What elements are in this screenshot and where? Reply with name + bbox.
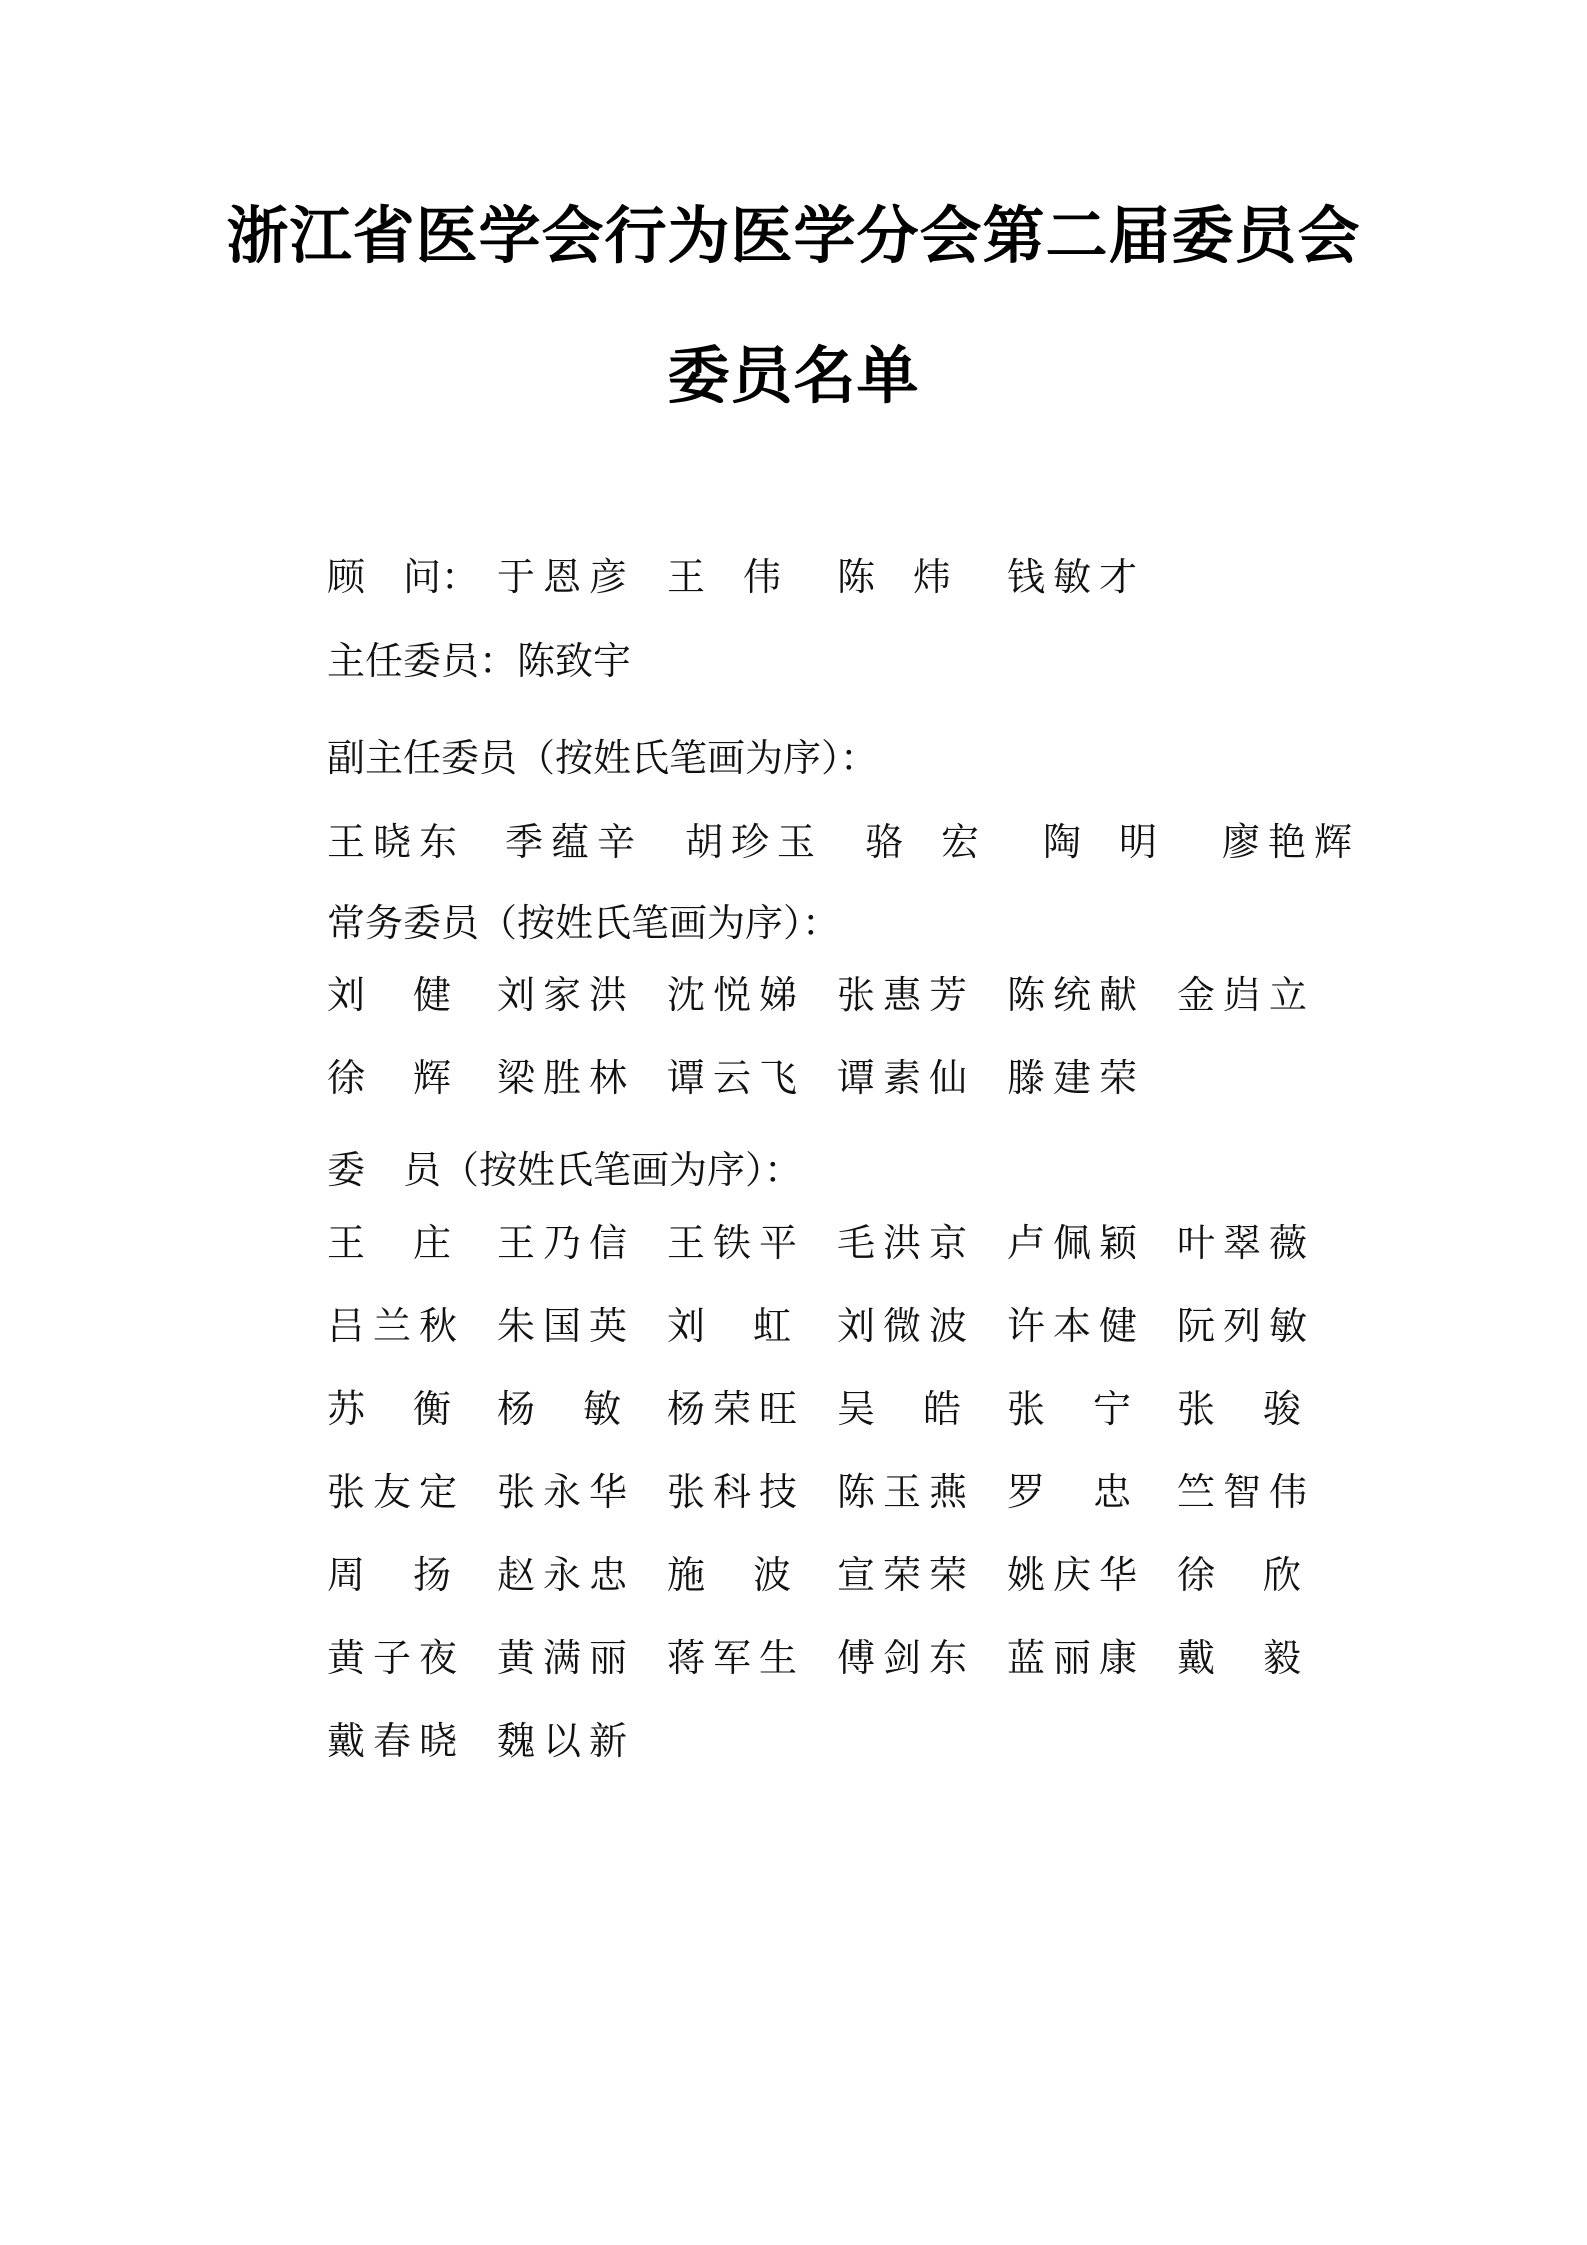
members-heading [327,1145,802,1195]
member-name: 赵永忠 [497,1553,627,1597]
member-name: 吴 皓 [837,1387,961,1431]
member-name: 徐 欣 [1177,1553,1301,1597]
vice-chairs-heading [327,733,878,783]
advisor-name: 钱敏才 [1007,555,1137,599]
member-name: 宣荣荣 [837,1553,967,1597]
member-name: 戴 毅 [1177,1636,1301,1680]
member-name: 施 波 [667,1553,791,1597]
member-name: 魏以新 [497,1719,627,1763]
member-name: 吕兰秋 [327,1304,457,1348]
standing-member-name: 沈悦娣 [667,973,797,1017]
member-name: 朱国英 [497,1304,627,1348]
standing-member-name: 谭素仙 [837,1056,967,1100]
advisor-name: 陈 炜 [837,555,952,599]
member-name: 姚庆华 [1007,1553,1137,1597]
vice-chairs-label: 副主任委员（按姓氏笔画为序）： [327,736,879,780]
advisor-name: 王 伟 [667,555,782,599]
member-name: 刘 虹 [667,1304,791,1348]
member-name: 许本健 [1007,1304,1137,1348]
vice-chair-name: 季蕴辛 [505,820,635,864]
member-name: 毛洪京 [837,1221,967,1265]
member-name: 蓝丽康 [1007,1636,1137,1680]
standing-member-name: 刘 健 [327,973,451,1017]
member-name: 蒋军生 [667,1636,797,1680]
member-name: 杨荣旺 [667,1387,797,1431]
member-name: 陈玉燕 [837,1470,967,1514]
chair-label: 主任委员： [327,639,518,683]
members-row-1 [327,1218,1327,1268]
vice-chair-name: 王晓东 [327,820,457,864]
document-title-line-1: 浙江省医学会行为医学分会第二届委员会 [226,199,1361,272]
member-name: 叶翠薇 [1177,1221,1307,1265]
advisors-row [327,552,479,602]
advisor-name: 于恩彦 [497,555,627,599]
member-name: 张科技 [667,1470,797,1514]
member-name: 戴春晓 [327,1719,457,1763]
member-name: 阮列敏 [1177,1304,1307,1348]
standing-members-row-1 [327,970,1327,1020]
standing-member-name: 徐 辉 [327,1056,451,1100]
standing-member-name: 谭云飞 [667,1056,797,1100]
member-name: 张永华 [497,1470,627,1514]
vice-chairs-names [327,817,1357,867]
member-name: 黄满丽 [497,1636,627,1680]
standing-members-row-2 [327,1053,1327,1103]
member-name: 傅剑东 [837,1636,967,1680]
member-name: 张 宁 [1007,1387,1131,1431]
member-name: 黄子夜 [327,1636,457,1680]
standing-member-name: 陈统献 [1007,973,1137,1017]
member-name: 苏 衡 [327,1387,451,1431]
member-name: 张友定 [327,1470,457,1514]
member-name: 张 骏 [1177,1387,1301,1431]
member-name: 竺智伟 [1177,1470,1307,1514]
member-name: 罗 忠 [1007,1470,1131,1514]
member-name: 王铁平 [667,1221,797,1265]
standing-member-name: 刘家洪 [497,973,627,1017]
member-name: 王 庄 [327,1221,451,1265]
vice-chair-name: 胡珍玉 [685,820,815,864]
chair-row [327,636,631,686]
members-row-5 [327,1550,1327,1600]
member-name: 周 扬 [327,1553,451,1597]
member-name: 刘微波 [837,1304,967,1348]
member-name: 王乃信 [497,1221,627,1265]
advisors-label: 顾 问： [327,555,480,599]
standing-members-heading [327,898,840,948]
members-label: 委 员（按姓氏笔画为序）： [327,1148,803,1192]
vice-chair-name: 廖艳辉 [1222,820,1352,864]
members-row-2 [327,1301,1327,1351]
members-row-7 [327,1716,1327,1766]
standing-members-label: 常务委员（按姓氏笔画为序）： [327,901,841,945]
member-name: 卢佩颖 [1007,1221,1137,1265]
chair-name: 陈致宇 [517,639,632,683]
member-name: 杨 敏 [497,1387,621,1431]
document-title-line-2: 委员名单 [667,339,920,412]
standing-member-name: 滕建荣 [1007,1056,1137,1100]
members-row-3 [327,1384,1327,1434]
standing-member-name: 梁胜林 [497,1056,627,1100]
vice-chair-name: 骆 宏 [865,820,980,864]
members-row-6 [327,1633,1327,1683]
members-row-4 [327,1467,1327,1517]
vice-chair-name: 陶 明 [1043,820,1158,864]
standing-member-name: 张惠芳 [837,973,967,1017]
standing-member-name: 金岿立 [1177,973,1307,1017]
